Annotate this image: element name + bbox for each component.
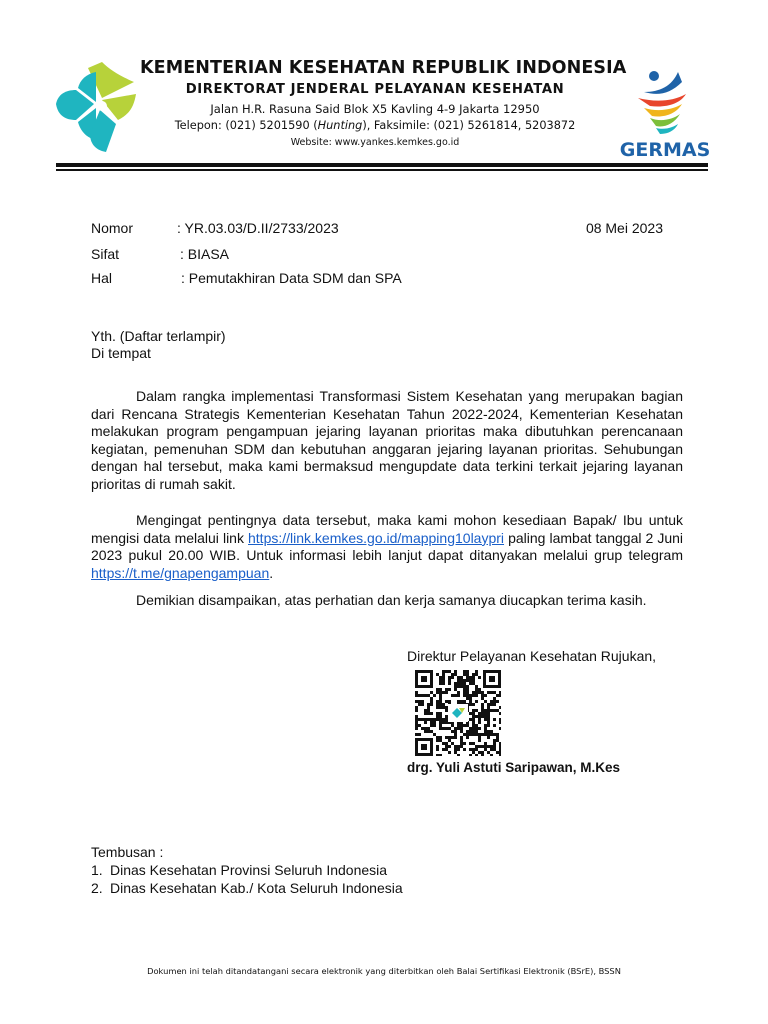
germas-logo <box>620 62 710 162</box>
p2-text-c: . <box>269 564 274 581</box>
germas-label: GERMAS <box>620 139 710 161</box>
tembusan-heading: Tembusan : <box>91 844 164 860</box>
tembusan-item-text: Dinas Kesehatan Provinsi Seluruh Indonesia <box>110 862 388 878</box>
sifat-value: : BIASA <box>180 246 230 262</box>
letterhead-phone <box>140 119 610 132</box>
phone-suffix: ), Faksimile: (021) 5261814, 5203872 <box>362 119 576 132</box>
tembusan-item <box>91 862 387 878</box>
ministry-name: KEMENTERIAN KESEHATAN REPUBLIK INDONESIA <box>140 58 627 78</box>
signer-name: drg. Yuli Astuti Saripawan, M.Kes <box>407 760 621 775</box>
recipient-line-2: Di tempat <box>91 345 151 361</box>
letterhead-rule-thick <box>56 163 708 167</box>
p2-text-b: paling lambat tanggal 2 Juni 2023 pukul 20.00 WIB. Untuk informasi lebih lanjut dapat ditanyakan melalui grup telegram <box>91 529 684 564</box>
nomor-value: : YR.03.03/D.II/2733/2023 <box>177 220 339 236</box>
body-paragraph-3: Demikian disampaikan, atas perhatian dan kerja samanya diucapkan terima kasih. <box>136 592 647 608</box>
recipient <box>91 328 226 362</box>
qr-code-signature <box>415 670 501 756</box>
letterhead <box>140 58 627 148</box>
letterhead-rule-thin <box>56 169 708 171</box>
letter-date: 08 Mei 2023 <box>585 220 663 236</box>
sifat-label: Sifat <box>91 246 120 262</box>
tembusan-item <box>91 880 403 896</box>
letterhead-address: Jalan H.R. Rasuna Said Blok X5 Kavling 4-9 Jakarta 12950 <box>210 102 540 116</box>
tembusan-item-number: 1. <box>91 862 103 878</box>
footer-esign-note: Dokumen ini telah ditandatangani secara elektronik yang diterbitkan oleh Balai Sertifikasi Elektronik (BSrE), BSSN <box>147 966 621 976</box>
signer-title: Direktur Pelayanan Kesehatan Rujukan, <box>407 648 657 664</box>
body-paragraph-2 <box>91 512 683 582</box>
p2-text-a: Mengingat pentingnya data tersebut, maka kami mohon kesediaan Bapak/ Ibu untuk mengisi data melalui link <box>91 512 683 546</box>
tembusan-item-number: 2. <box>91 880 103 896</box>
phone-hunting: Hunting <box>317 119 363 132</box>
hal-value: : Pemutakhiran Data SDM dan SPA <box>181 270 402 286</box>
nomor-label: Nomor <box>91 220 134 236</box>
telegram-link[interactable]: https://t.me/gnapengampuan <box>91 564 270 581</box>
recipient-line-1: Yth. (Daftar terlampir) <box>91 328 226 344</box>
kemenkes-logo <box>54 58 140 156</box>
phone-prefix: Telepon: (021) 5201590 ( <box>174 119 318 132</box>
mapping-link[interactable]: https://link.kemkes.go.id/mapping10laypri <box>248 529 505 546</box>
directorate-name: DIREKTORAT JENDERAL PELAYANAN KESEHATAN <box>185 82 565 97</box>
letterhead-website: Website: www.yankes.kemkes.go.id <box>290 137 460 148</box>
hal-label: Hal <box>91 270 113 286</box>
tembusan-item-text: Dinas Kesehatan Kab./ Kota Seluruh Indonesia <box>110 880 403 896</box>
body-paragraph-1: Dalam rangka implementasi Transformasi Sistem Kesehatan yang merupakan bagian dari Rencana Strategis Kementerian Kesehatan Tahun 2022-2024, Kementerian Kesehatan melakukan program pengampuan jejaring layanan prioritas maka dibutuhkan perencanaan kegiatan, pemenuhan SDM dan kebutuhan anggaran jejaring layanan prioritas. Sehubungan dengan hal tersebut, maka kami bermaksud mengupdate data terkini terkait jejaring layanan prioritas di rumah sakit. <box>91 388 683 492</box>
